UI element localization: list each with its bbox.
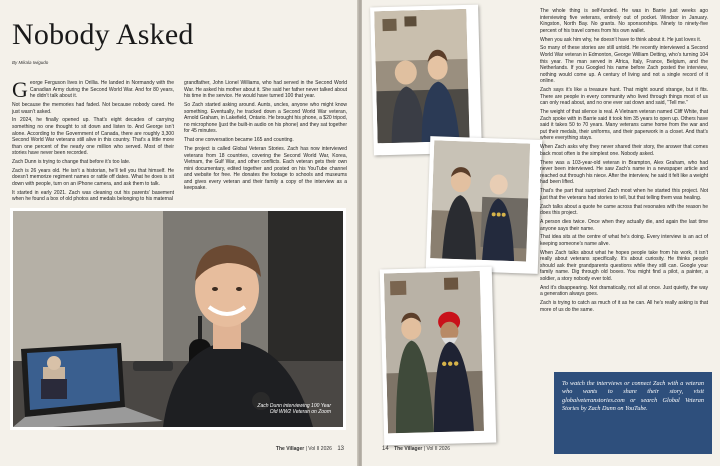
paragraph-text: grandfather, John Lionel Williams, who had served in the Second World War. He asked his mother about it. She said her father never talked about his time in the service. He would have turned 100 that year. — [184, 80, 347, 100]
page-footer-right: 14 The Villager | Vol II 2026 — [382, 446, 451, 452]
paragraph — [540, 87, 708, 107]
paragraph — [12, 190, 174, 203]
paragraph — [184, 146, 347, 192]
paragraph — [540, 300, 708, 313]
photo-zach-with-veteran-2 — [426, 136, 543, 274]
paragraph-text: Zach says it’s like a treasure hunt. That might sound strange, but it fits. There are people in every community who lived through things most of us can only read about, and no one ever sat down and said, “Tell me.” — [540, 87, 708, 107]
article-column-2 — [184, 80, 347, 194]
drop-cap: G — [12, 77, 28, 102]
paragraph — [540, 109, 708, 142]
paragraph-text: That idea sits at the centre of what he’s doing. Every interview is an act of keeping someone’s name alive. — [540, 234, 708, 247]
paragraph-text: When Zach talks about what he hopes people take from his work, it isn’t really about veterans specifically. It’s about curiosity. He thinks people should ask their grandparents questions while they still can. Google your family name. Dig through old boxes. You might find a pilot, a painter, a soldier, a story nobody ever told. — [540, 249, 708, 283]
left-page — [0, 0, 358, 466]
caption-line-1: Zach Dunn interviewing 100 Year — [257, 403, 331, 409]
photo-illustration — [13, 211, 343, 427]
paragraph-text: Not because the memories had faded. Not because nobody cared. He just wasn’t asked. — [12, 101, 174, 115]
photo-illustration — [374, 9, 469, 143]
page-number: 13 — [337, 446, 344, 452]
footer-magazine-name: The Villager — [394, 446, 423, 452]
paragraph — [184, 80, 347, 100]
paragraph-text: In 2024, he finally opened up. That’s eight decades of carrying something no one thought to sit down and listen to. And George isn’t alone. According to the Government of Canada, there are roughly 3,300 Second World War veterans still alive in this country. That’s a little more than one percent of the nearly one million who served. Most of their stories have never been recorded. — [12, 117, 174, 157]
paragraph — [540, 250, 708, 283]
paragraph-text: The project is called Global Veteran Stories. Zach has now interviewed veterans from 18 countries, covering the Second World War, Korea, Vietnam, the Gulf War, and other conflicts. Each veteran gets their own mini documentary, edited together and posted on his YouTube channel and website for free. He donates the footage to schools and museums and gives every veteran and their family a copy of the interview as a keepsake. — [184, 145, 347, 192]
paragraph — [540, 144, 708, 157]
photo-zach-zoom-interview — [10, 208, 346, 430]
footer-issue: Vol II 2026 — [308, 446, 332, 452]
paragraph — [184, 137, 347, 144]
photo-caption — [257, 403, 331, 415]
paragraph — [540, 204, 708, 217]
paragraph-text: Zach is trying to catch as much of it as he can. All he’s really asking is that more of us do the same. — [540, 300, 708, 313]
paragraph — [540, 188, 708, 201]
paragraph-text: eorge Ferguson lives in Orillia. He landed in Normandy with the Canadian Army during the Second World War. And for 80 years, he didn’t talk about it. — [29, 80, 174, 100]
paragraph-text: There was a 103-year-old veteran in Brampton, Alex Graham, who had never been interviewed. He saw Zach’s name in a newspaper article and reached out through his niece. After the interview, he said it felt like a weight had been lifted. — [540, 159, 708, 186]
right-page — [362, 0, 720, 466]
paragraph-text: Zach Dunn is trying to change that before it’s too late. — [12, 159, 131, 166]
paragraph — [540, 37, 708, 44]
paragraph — [12, 77, 174, 102]
paragraph — [540, 285, 708, 298]
page-number: 14 — [382, 446, 389, 452]
paragraph — [540, 45, 708, 85]
paragraph-text: And it’s disappearing. Not dramatically, not all at once. Just quietly, the way a generation always goes. — [540, 284, 708, 298]
article-title: Nobody Asked — [12, 18, 194, 51]
article-byline: By Mikala Iwigudo — [12, 60, 49, 65]
paragraph-text: That one conversation became 165 and counting. — [184, 137, 294, 144]
paragraph-text: Zach talks about a quote he came across that resonates with the reason he does this project. — [540, 203, 708, 217]
call-to-action-box: To watch the interviews or connect Zach with a veteran who wants to share their story, visit globalveteranstories.com or search Global Veteran Stories by Zach Dunn on YouTube. — [554, 372, 712, 454]
caption-line-2: Old WW2 Veteran on Zoom — [269, 409, 331, 415]
footer-magazine-name: The Villager — [275, 446, 305, 452]
paragraph-text: When you ask him why, he doesn’t have to think about it. He just loves it. — [540, 36, 702, 43]
paragraph — [540, 219, 708, 232]
paragraph-text: So many of these stories are still untold. He recently interviewed a Second World War veteran in Edmonton, George William Detting, who’s turning 104 this year. The man served in Africa, Italy, France, Belgium, and the Netherlands. If you Googled his name before Zach posted the interview, nothing would come up. A century of living and not a single record of it online. — [540, 45, 708, 85]
paragraph-text: Zach is 26 years old. He isn’t a historian, he’ll tell you that himself. He doesn’t memorize regiment names or rattle off dates. What he does is sit down with people, turn on an iPhone camera, and ask them to talk. — [12, 167, 174, 188]
paragraph — [540, 234, 708, 247]
page-footer-left: The Villager | Vol II 2026 13 — [275, 446, 344, 452]
paragraph — [12, 117, 174, 157]
photo-zach-with-veteran-3 — [380, 267, 497, 446]
paragraph-text: That’s the part that surprised Zach most when he started this project. Not just that the veterans had stories to tell, but that telling them was healing. — [540, 188, 708, 201]
paragraph-text: So Zach started asking around. Aunts, uncles, anyone who might know something. Eventually, he tracked down a Second World War veteran, Arnold Graham, in Lakefield, Ontario. He brought his phone, a $20 tripod, no microphone (just the built-in audio on his phone) and they sat together for 45 minutes. — [184, 101, 347, 135]
paragraph — [184, 102, 347, 135]
paragraph — [12, 102, 174, 115]
paragraph-text: The weight of that silence is real. A Vietnam veteran named Cliff White, that Zach spoke with in Barrie said it took him 35 years to open up. Others have said it takes 50 to 70 years. Many veterans came home from the war and put their medals, their uniforms, and their paperwork in a closet. And that’s where everything stays. — [540, 109, 708, 142]
footer-issue: Vol II 2026 — [426, 446, 451, 452]
photo-illustration — [384, 271, 484, 433]
photo-zach-with-veteran-1 — [370, 5, 482, 156]
paragraph-text: The whole thing is self-funded. He was in Barrie just weeks ago interviewing five veterans, entirely out of pocket. Windsor in January. Kingston, North Bay. No grants. No sponsorships. Ninety to ninety-five percent of his travel comes from his own wallet. — [540, 8, 708, 34]
article-column-3 — [540, 8, 708, 316]
paragraph — [12, 159, 174, 166]
paragraph — [540, 160, 708, 186]
photo-illustration — [430, 140, 530, 261]
paragraph — [12, 168, 174, 188]
article-column-1 — [12, 77, 174, 205]
paragraph-text: When Zach asks why they never shared their story, the answer that comes back most often is the simplest one. Nobody asked. — [540, 144, 708, 157]
paragraph-text: It started in early 2021. Zach was cleaning out his parents’ basement when he found a box of old photos and medals belonging to his maternal — [12, 189, 174, 203]
paragraph — [540, 8, 708, 34]
paragraph-text: A person dies twice. Once when they actually die, and again the last time anyone says their name. — [540, 218, 708, 232]
